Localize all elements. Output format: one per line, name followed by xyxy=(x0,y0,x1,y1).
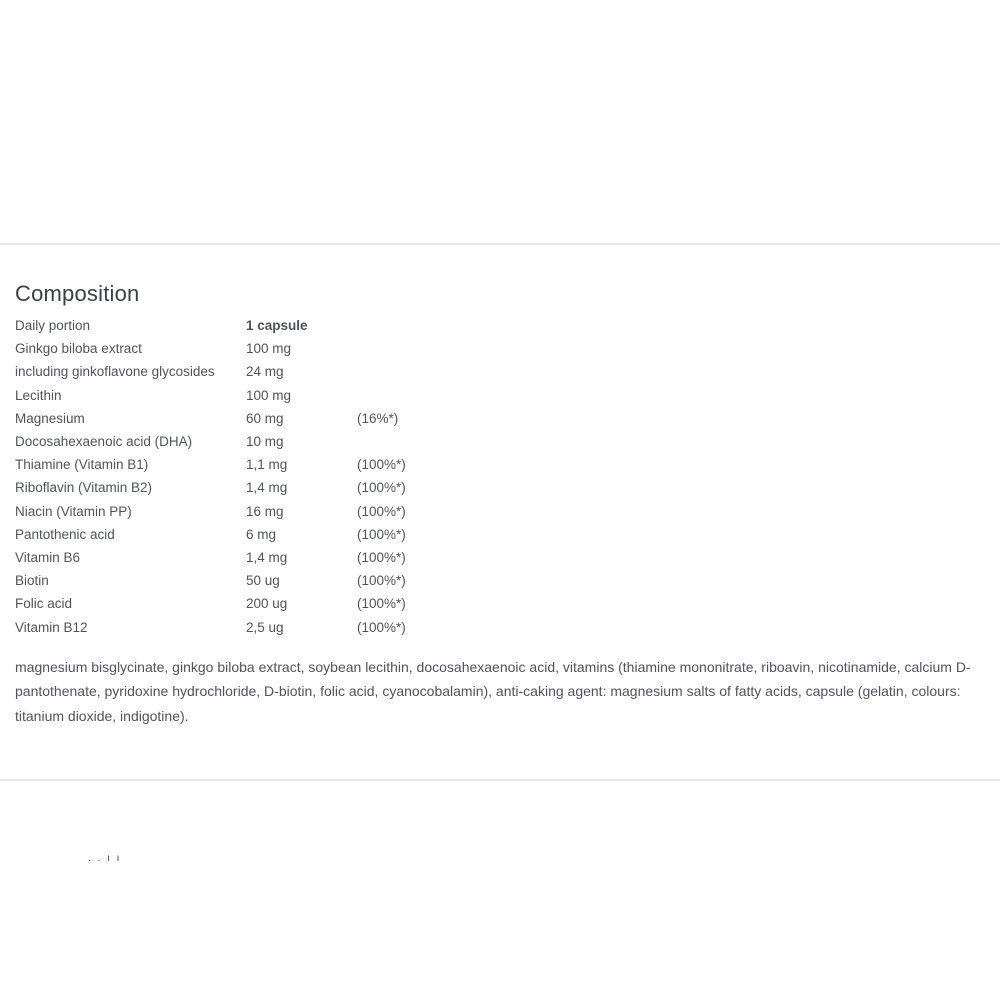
nutrient-name: Docosahexaenoic acid (DHA) xyxy=(15,434,193,450)
nutrient-name: Folic acid xyxy=(15,596,73,612)
nutrient-amount: 1 capsule xyxy=(246,318,308,333)
nutrient-name: Ginkgo biloba extract xyxy=(15,341,142,357)
nutrient-name: Magnesium xyxy=(15,410,85,426)
nutrient-name: Biotin xyxy=(15,573,49,589)
composition-row xyxy=(15,407,437,430)
nutrient-rda: (100%*) xyxy=(357,619,406,635)
nutrient-amount: 10 mg xyxy=(246,434,284,450)
composition-row xyxy=(15,500,437,523)
nutrient-name: Lecithin xyxy=(15,387,62,403)
composition-row xyxy=(15,546,437,569)
bottom-divider xyxy=(0,779,1000,781)
nutrient-amount: 6 mg xyxy=(246,526,277,542)
composition-row xyxy=(15,592,437,615)
nutrient-rda xyxy=(357,384,437,407)
nutrient-rda: (100%*) xyxy=(357,573,406,589)
nutrient-rda: (100%*) xyxy=(357,480,406,496)
nutrient-amount: 1,4 mg xyxy=(246,550,288,566)
nutrient-rda xyxy=(357,337,437,360)
nutrient-rda xyxy=(357,360,437,383)
nutrient-name: Vitamin B6 xyxy=(15,550,81,566)
nutrient-rda: (100%*) xyxy=(357,596,406,612)
composition-row xyxy=(15,314,437,337)
nutrient-amount: 200 ug xyxy=(246,596,288,612)
composition-row xyxy=(15,616,437,639)
nutrient-name: including ginkoflavone glycosides xyxy=(15,364,215,380)
composition-row xyxy=(15,384,437,407)
nutrient-name: Thiamine (Vitamin B1) xyxy=(15,457,149,473)
composition-row xyxy=(15,523,437,546)
composition-row xyxy=(15,569,437,592)
composition-row xyxy=(15,337,437,360)
nutrient-rda: (100%*) xyxy=(357,503,406,519)
nutrient-rda xyxy=(357,314,437,337)
composition-title: Composition xyxy=(15,281,140,306)
composition-table xyxy=(15,314,437,639)
nutrient-amount: 2,5 ug xyxy=(246,619,284,635)
composition-row xyxy=(15,476,437,499)
composition-row xyxy=(15,360,437,383)
nutrient-amount: 1,1 mg xyxy=(246,457,288,473)
nutrient-amount: 100 mg xyxy=(246,341,292,357)
nutrient-amount: 16 mg xyxy=(246,503,284,519)
nutrient-rda: (100%*) xyxy=(357,526,406,542)
nutrient-rda xyxy=(357,430,437,453)
nutrient-name: Vitamin B12 xyxy=(15,619,88,635)
nutrient-amount: 24 mg xyxy=(246,364,284,380)
nutrient-name: Pantothenic acid xyxy=(15,526,115,542)
nutrient-rda: (100%*) xyxy=(357,550,406,566)
nutrient-amount: 60 mg xyxy=(246,410,284,426)
nutrient-amount: 1,4 mg xyxy=(246,480,288,496)
composition-row xyxy=(15,430,437,453)
nutrient-rda: (100%*) xyxy=(357,457,406,473)
nutrient-amount: 100 mg xyxy=(246,387,292,403)
ingredients-text: magnesium bisglycinate, ginkgo biloba extract, soybean lecithin, docosahexaenoic acid, vitamins (thiamine mononitrate, riboavin, nicotinamide, calcium D-pantothenate, pyridoxine hydrochloride, D-biotin, folic acid, cyanocobalamin), anti-caking agent: magnesium salts of fatty acids, capsule (gelatin, colours: titanium dioxide, indigotine). xyxy=(15,659,971,724)
nutrient-rda: (16%*) xyxy=(357,410,399,426)
nutrient-name: Daily portion xyxy=(15,318,91,333)
nutrient-name: Riboflavin (Vitamin B2) xyxy=(15,480,153,496)
composition-row xyxy=(15,453,437,476)
top-divider xyxy=(0,243,1000,245)
partial-text-fragment: . . ı ı xyxy=(88,853,122,864)
composition-section xyxy=(15,280,995,639)
nutrient-amount: 50 ug xyxy=(246,573,280,589)
nutrient-name: Niacin (Vitamin PP) xyxy=(15,503,132,519)
